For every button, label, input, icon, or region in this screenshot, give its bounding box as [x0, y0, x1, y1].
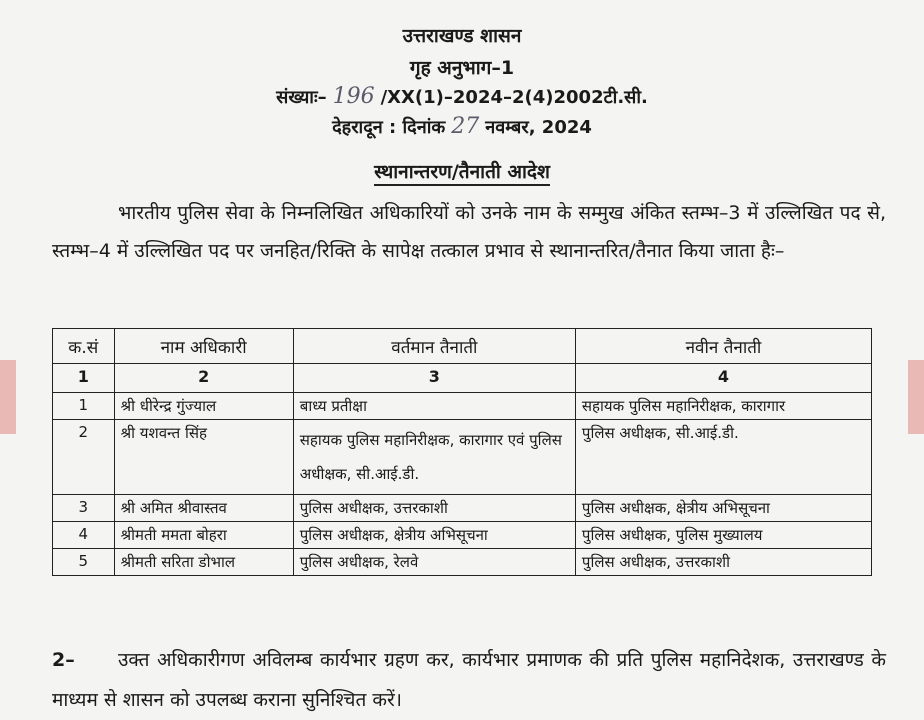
transfer-table — [52, 328, 872, 576]
paragraph-2-text: उक्त अधिकारीगण अविलम्ब कार्यभार ग्रहण कर, कार्यभार प्रमाणक की प्रति पुलिस महानिदेशक, उत्तराखण्ड के माध्यम से शासन को उपलब्ध कराना सुनिश्चित करें। — [52, 649, 886, 711]
new-posting: पुलिस अधीक्षक, पुलिस मुख्यालय — [575, 522, 871, 549]
department-title: गृह अनुभाग–1 — [409, 57, 515, 79]
header-current-posting: वर्तमान तैनाती — [293, 329, 575, 364]
column-number: 2 — [114, 364, 293, 393]
paragraph-2 — [52, 640, 886, 720]
left-edge-mark — [0, 360, 16, 434]
table-header-row — [53, 329, 872, 364]
govt-title: उत्तराखण्ड शासन — [402, 25, 522, 47]
current-posting: सहायक पुलिस महानिरीक्षक, कारागार एवं पुलिस अधीक्षक, सी.आई.डी. — [293, 420, 575, 495]
ref-prefix: संख्याः– — [276, 87, 327, 108]
column-number: 4 — [575, 364, 871, 393]
paragraph-number: 2– — [52, 649, 75, 671]
officer-name: श्री धीरेन्द्र गुंज्याल — [114, 393, 293, 420]
right-edge-mark — [908, 360, 924, 434]
header-new-posting: नवीन तैनाती — [575, 329, 871, 364]
ref-number-handwritten: 196 — [332, 84, 375, 109]
current-posting: पुलिस अधीक्षक, रेलवे — [293, 549, 575, 576]
new-posting: सहायक पुलिस महानिरीक्षक, कारागार — [575, 393, 871, 420]
row-serial: 5 — [53, 549, 115, 576]
header-name: नाम अधिकारी — [114, 329, 293, 364]
issue-date — [0, 114, 924, 139]
column-number: 3 — [293, 364, 575, 393]
officer-name: श्री यशवन्त सिंह — [114, 420, 293, 495]
current-posting: पुलिस अधीक्षक, उत्तरकाशी — [293, 495, 575, 522]
row-serial: 1 — [53, 393, 115, 420]
intro-paragraph: भारतीय पुलिस सेवा के निम्नलिखित अधिकारियों को उनके नाम के सम्मुख अंकित स्तम्भ–3 में उल्लिखित पद से, स्तम्भ–4 में उल्लिखित पद पर जनहित/रिक्ति के सापेक्ष तत्काल प्रभाव से स्थानान्तरित/तैनात किया जाता हैः– — [52, 202, 886, 262]
officer-name: श्रीमती सरिता डोभाल — [114, 549, 293, 576]
reference-number — [0, 84, 924, 109]
new-posting: पुलिस अधीक्षक, सी.आई.डी. — [575, 420, 871, 495]
row-serial: 2 — [53, 420, 115, 495]
new-posting: पुलिस अधीक्षक, उत्तरकाशी — [575, 549, 871, 576]
order-title: स्थानान्तरण/तैनाती आदेश — [0, 158, 924, 184]
ref-suffix: /XX(1)–2024–2(4)2002टी.सी. — [380, 87, 648, 108]
table-row — [53, 420, 872, 495]
current-posting: पुलिस अधीक्षक, क्षेत्रीय अभिसूचना — [293, 522, 575, 549]
row-serial: 3 — [53, 495, 115, 522]
new-posting: पुलिस अधीक्षक, क्षेत्रीय अभिसूचना — [575, 495, 871, 522]
table-row — [53, 495, 872, 522]
current-posting: बाध्य प्रतीक्षा — [293, 393, 575, 420]
table-row — [53, 393, 872, 420]
header-serial: क.सं — [53, 329, 115, 364]
column-number-row — [53, 364, 872, 393]
officer-name: श्री अमित श्रीवास्तव — [114, 495, 293, 522]
column-number: 1 — [53, 364, 115, 393]
date-suffix: नवम्बर, 2024 — [485, 117, 592, 138]
table-row — [53, 522, 872, 549]
officer-name: श्रीमती ममता बोहरा — [114, 522, 293, 549]
row-serial: 4 — [53, 522, 115, 549]
date-prefix: देहरादून : दिनांक — [332, 117, 446, 138]
date-day-handwritten: 27 — [451, 114, 480, 139]
table-row — [53, 549, 872, 576]
